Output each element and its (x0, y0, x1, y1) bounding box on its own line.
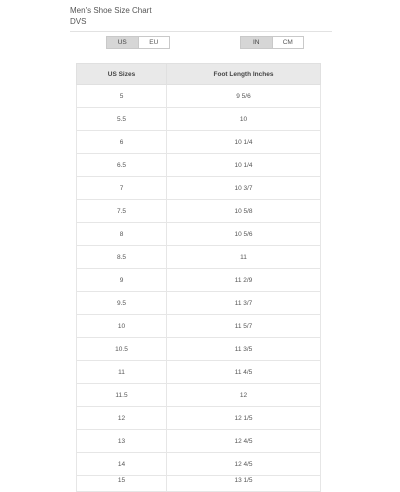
table-row (77, 361, 321, 384)
table-row (77, 246, 321, 269)
table-row (77, 407, 321, 430)
foot-length-cell: 9 5/6 (167, 85, 321, 108)
brand-name: DVS (70, 17, 87, 26)
foot-length-cell: 12 4/5 (167, 430, 321, 453)
us-size-cell: 7 (77, 177, 167, 200)
foot-length-cell: 11 3/5 (167, 338, 321, 361)
foot-length-cell: 11 3/7 (167, 292, 321, 315)
size-chart-table (76, 63, 321, 492)
table-row (77, 177, 321, 200)
table-row (77, 453, 321, 476)
us-size-cell: 11 (77, 361, 167, 384)
toggle-option-cm[interactable]: CM (272, 37, 304, 48)
foot-length-cell: 10 1/4 (167, 131, 321, 154)
foot-length-cell: 11 4/5 (167, 361, 321, 384)
toggle-option-us[interactable]: US (107, 37, 138, 48)
table-row (77, 154, 321, 177)
table-row (77, 430, 321, 453)
us-size-cell: 9.5 (77, 292, 167, 315)
toggle-option-in[interactable]: IN (241, 37, 272, 48)
table-row (77, 85, 321, 108)
table-header-row (77, 64, 321, 85)
us-size-cell: 10 (77, 315, 167, 338)
foot-length-cell: 10 5/6 (167, 223, 321, 246)
size-system-toggle (106, 36, 170, 49)
foot-length-cell: 12 (167, 384, 321, 407)
table-body (77, 85, 321, 492)
foot-length-cell: 11 2/9 (167, 269, 321, 292)
foot-length-cell: 11 5/7 (167, 315, 321, 338)
table-row (77, 476, 321, 492)
us-size-cell: 5.5 (77, 108, 167, 131)
table-row (77, 223, 321, 246)
column-header-us-sizes: US Sizes (77, 64, 167, 85)
foot-length-cell: 12 4/5 (167, 453, 321, 476)
us-size-cell: 11.5 (77, 384, 167, 407)
us-size-cell: 9 (77, 269, 167, 292)
table-row (77, 315, 321, 338)
us-size-cell: 14 (77, 453, 167, 476)
us-size-cell: 10.5 (77, 338, 167, 361)
table-row (77, 131, 321, 154)
us-size-cell: 7.5 (77, 200, 167, 223)
foot-length-cell: 10 3/7 (167, 177, 321, 200)
us-size-cell: 13 (77, 430, 167, 453)
foot-length-cell: 10 5/8 (167, 200, 321, 223)
column-header-foot-length: Foot Length Inches (167, 64, 321, 85)
foot-length-cell: 11 (167, 246, 321, 269)
header-divider (70, 31, 332, 32)
length-unit-toggle (240, 36, 304, 49)
page-header (70, 5, 332, 27)
us-size-cell: 8.5 (77, 246, 167, 269)
table-row (77, 292, 321, 315)
foot-length-cell: 10 (167, 108, 321, 131)
table-row (77, 338, 321, 361)
foot-length-cell: 12 1/5 (167, 407, 321, 430)
page-title: Men's Shoe Size Chart (70, 6, 152, 15)
us-size-cell: 15 (77, 476, 167, 492)
table-row (77, 108, 321, 131)
us-size-cell: 5 (77, 85, 167, 108)
toggle-option-eu[interactable]: EU (138, 37, 170, 48)
table-row (77, 384, 321, 407)
us-size-cell: 8 (77, 223, 167, 246)
us-size-cell: 12 (77, 407, 167, 430)
table-row (77, 269, 321, 292)
foot-length-cell: 10 1/4 (167, 154, 321, 177)
us-size-cell: 6 (77, 131, 167, 154)
table-row (77, 200, 321, 223)
us-size-cell: 6.5 (77, 154, 167, 177)
foot-length-cell: 13 1/5 (167, 476, 321, 492)
